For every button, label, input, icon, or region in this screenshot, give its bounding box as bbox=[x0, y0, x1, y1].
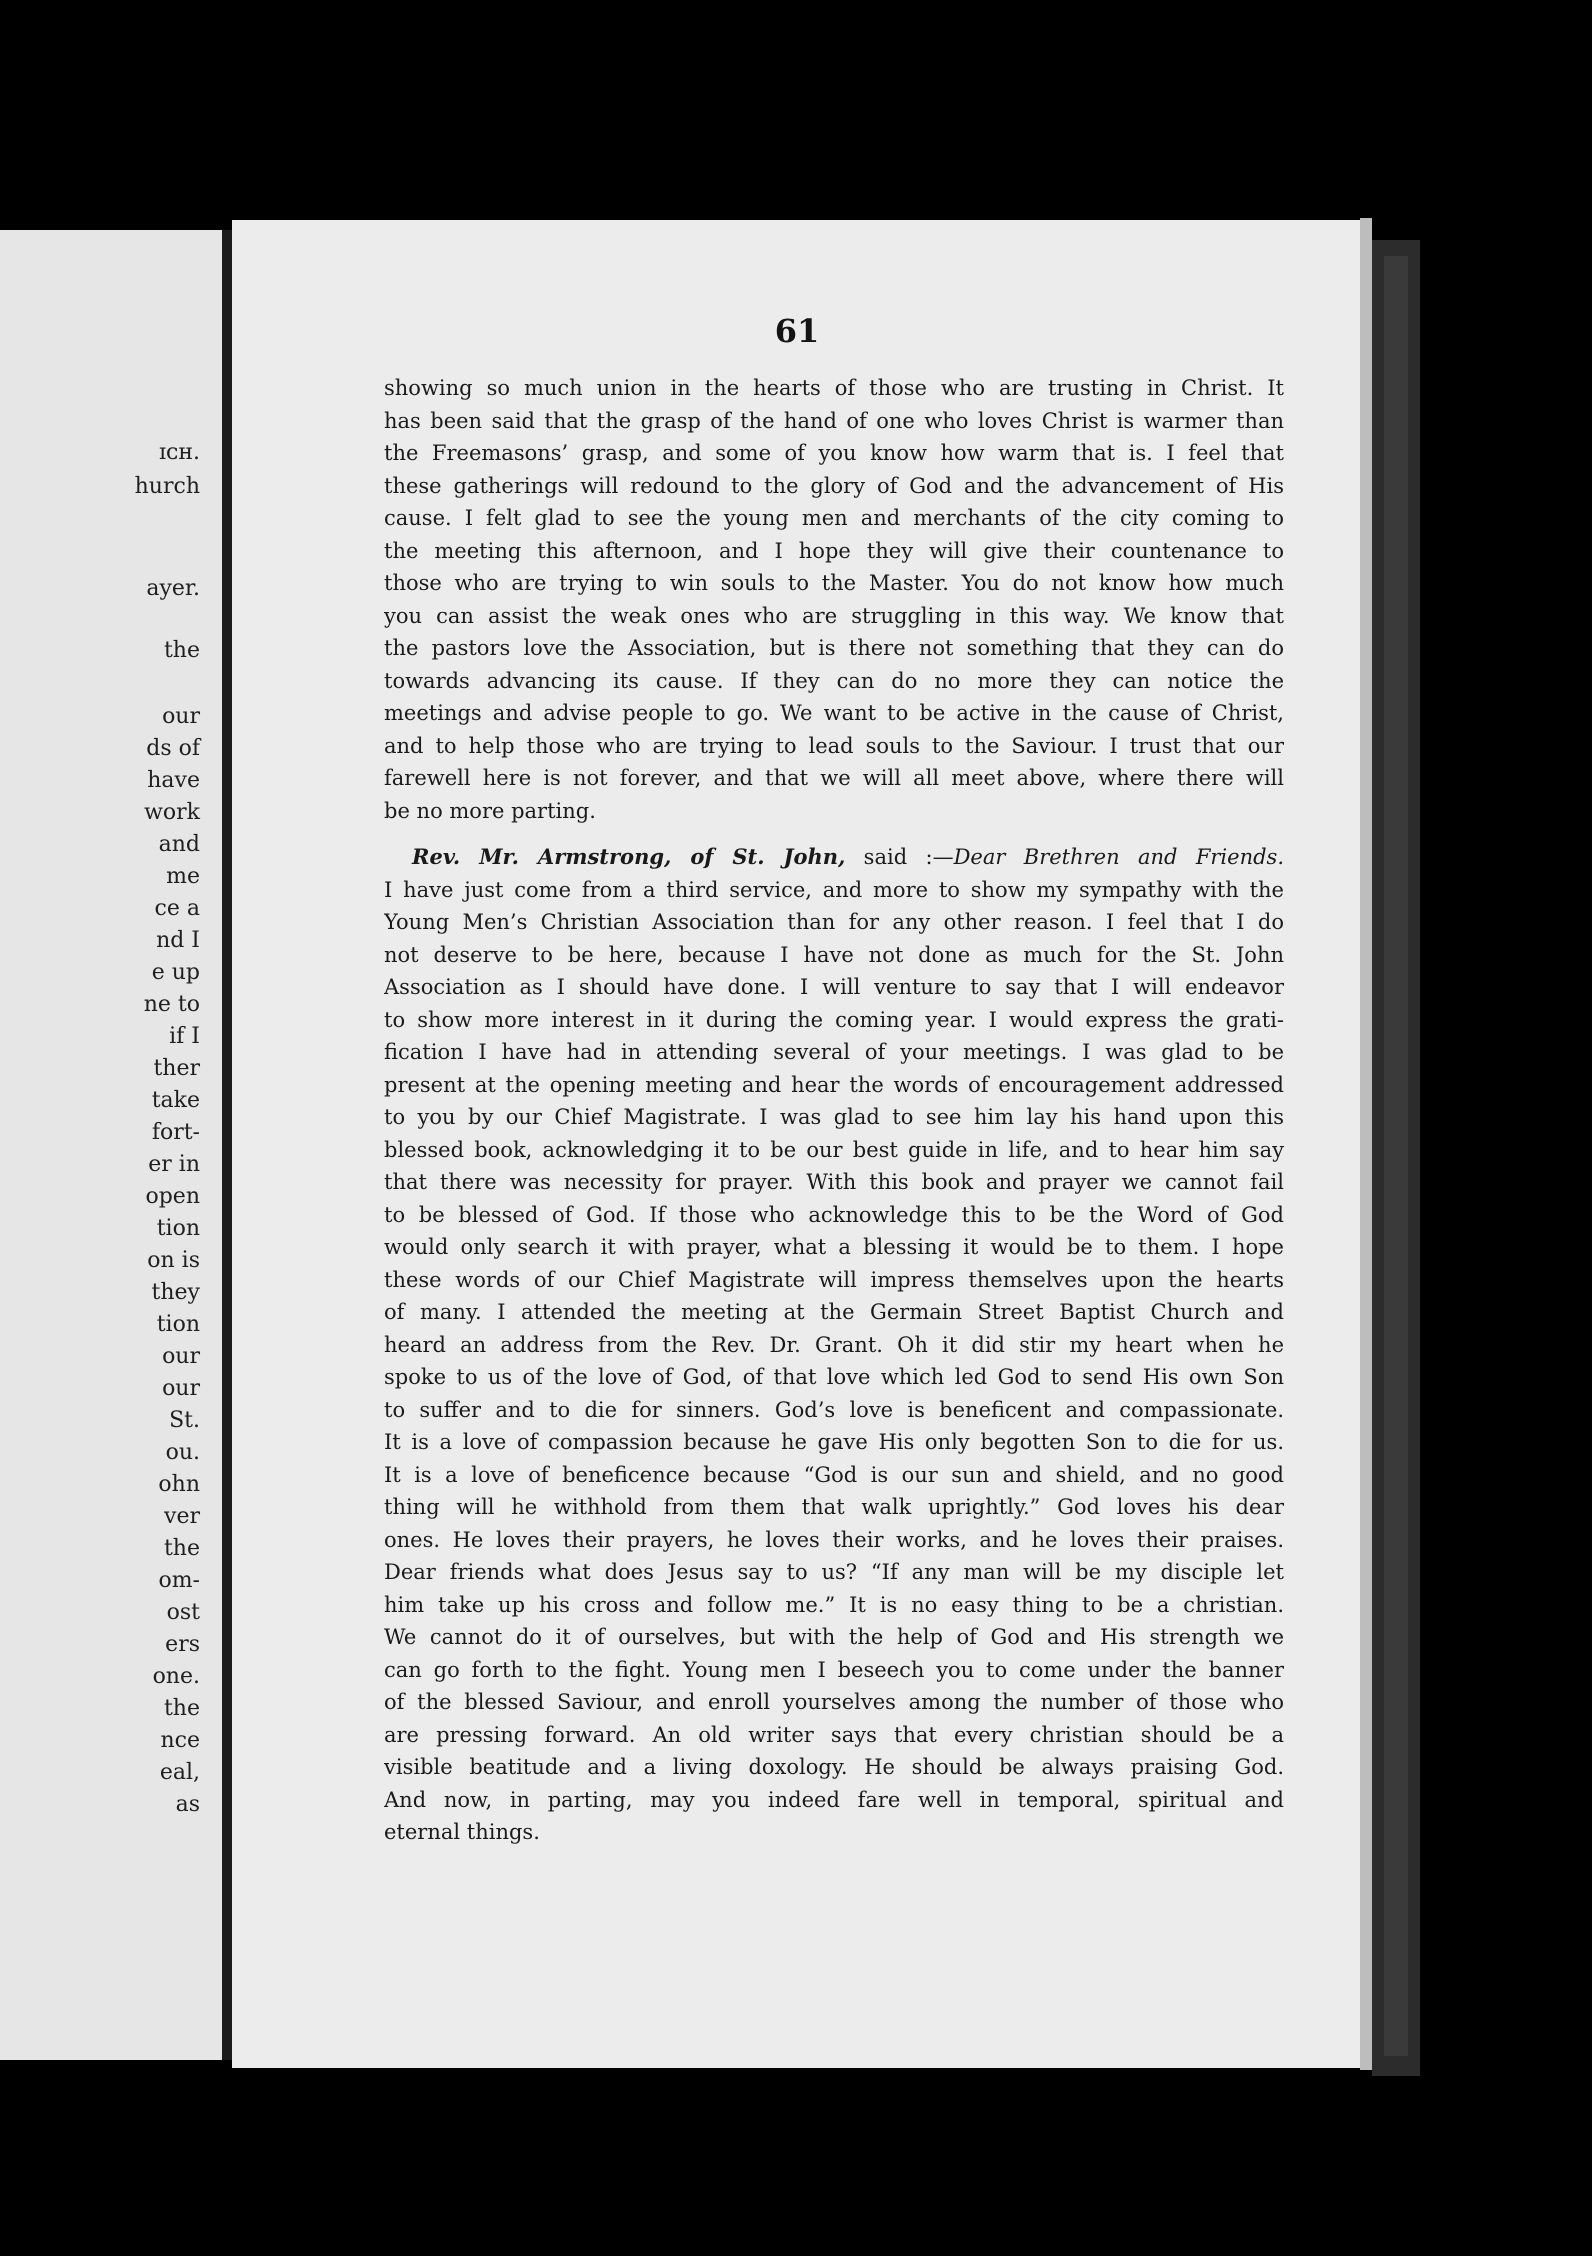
left-page-fragment: the bbox=[163, 1696, 200, 1721]
text-line: be no more parting. bbox=[384, 798, 596, 823]
left-page-fragment: our bbox=[162, 704, 200, 729]
left-page-fragment: ce a bbox=[154, 896, 200, 921]
text-line: blessed book, acknowledging it to be our best guide in life, and to hear him say bbox=[384, 1137, 1284, 1162]
text-line: the pastors love the Association, but is there not something that they can do bbox=[384, 636, 1284, 660]
left-page-fragment: St. bbox=[169, 1408, 200, 1433]
left-page-fragment: as bbox=[175, 1792, 200, 1817]
text-line: thing will he withhold from them that walk uprightly.” God loves his dear bbox=[384, 1495, 1284, 1519]
left-page-fragment: nce bbox=[160, 1728, 200, 1753]
text-line: to you by our Chief Magistrate. I was glad to see him lay his hand upon this bbox=[384, 1105, 1284, 1129]
text-line: fication I have had in attending several of your meetings. I was glad to be bbox=[384, 1040, 1284, 1064]
text-line: It is a love of compassion because he gave His only begotten Son to die for us. bbox=[384, 1430, 1284, 1454]
text-line: meetings and advise people to go. We want to be active in the cause of Christ, bbox=[384, 701, 1284, 725]
left-page-fragment: ne to bbox=[143, 992, 200, 1017]
left-page-fragment: eal, bbox=[159, 1760, 200, 1785]
text-line: the meeting this afternoon, and I hope they will give their countenance to bbox=[384, 538, 1284, 563]
page-edge bbox=[1360, 218, 1372, 2070]
left-page-fragment: one. bbox=[152, 1664, 200, 1689]
left-page-fragment: er in bbox=[148, 1152, 200, 1177]
left-page-fragment: tion bbox=[156, 1312, 200, 1337]
text-line: spoke to us of the love of God, of that love which led God to send His own Son bbox=[384, 1365, 1284, 1389]
text-line: that there was necessity for prayer. With this book and prayer we cannot fail bbox=[384, 1170, 1284, 1194]
left-page-fragment: ver bbox=[164, 1504, 200, 1529]
left-page-fragment: ers bbox=[165, 1632, 200, 1657]
text-line: can go forth to the fight. Young men I beseech you to come under the banner bbox=[384, 1657, 1284, 1682]
left-page-fragment: take bbox=[151, 1088, 200, 1113]
speaker-line bbox=[384, 841, 1284, 874]
left-page-fragment: ayer. bbox=[146, 576, 200, 601]
left-page-fragment: have bbox=[147, 768, 200, 793]
left-page-fragment: our bbox=[162, 1344, 200, 1369]
text-line: of many. I attended the meeting at the Germain Street Baptist Church and bbox=[384, 1300, 1284, 1324]
text-line: towards advancing its cause. If they can do no more they can notice the bbox=[384, 668, 1284, 693]
left-page-fragment: and bbox=[158, 832, 200, 857]
text-line: eternal things. bbox=[384, 1820, 540, 1844]
text-line: Young Men’s Christian Association than for any other reason. I feel that I do bbox=[384, 910, 1284, 934]
said-text: said :— bbox=[845, 845, 954, 869]
left-page-fragment: nd I bbox=[156, 928, 200, 953]
text-line: to be blessed of God. If those who acknowledge this to be the Word of God bbox=[384, 1202, 1284, 1227]
left-page-fragment: ost bbox=[166, 1600, 200, 1625]
text-line: him take up his cross and follow me.” It is no easy thing to be a christian. bbox=[384, 1592, 1284, 1617]
left-page-fragment: tion bbox=[156, 1216, 200, 1241]
text-line: of the blessed Saviour, and enroll yourselves among the number of those who bbox=[384, 1690, 1284, 1714]
left-page-fragment: ds of bbox=[146, 736, 200, 761]
left-page-fragment: work bbox=[144, 800, 200, 825]
left-page-fragment: open bbox=[145, 1184, 200, 1209]
text-line: Dear friends what does Jesus say to us? “If any man will be my disciple let bbox=[384, 1560, 1284, 1584]
text-line: We cannot do it of ourselves, but with the help of God and His strength we bbox=[384, 1625, 1284, 1649]
page-body bbox=[384, 372, 1284, 1849]
left-page-fragment: om- bbox=[158, 1568, 200, 1593]
text-line: farewell here is not forever, and that we will all meet above, where there will bbox=[384, 766, 1284, 790]
paragraph-2 bbox=[384, 841, 1284, 1849]
text-line: heard an address from the Rev. Dr. Grant. Oh it did stir my heart when he bbox=[384, 1332, 1284, 1357]
left-page-fragment: me bbox=[166, 864, 200, 889]
text-line: showing so much union in the hearts of those who are trusting in Christ. It bbox=[384, 376, 1284, 400]
book-cover-spine bbox=[1384, 256, 1408, 2056]
left-page-fragment: ou. bbox=[165, 1440, 200, 1465]
text-line: Association as I should have done. I will venture to say that I will endeavor bbox=[384, 975, 1284, 999]
left-page-fragment: our bbox=[162, 1376, 200, 1401]
speaker-name: Rev. Mr. Armstrong, of St. John, bbox=[412, 844, 846, 869]
text-line: visible beatitude and a living doxology. He should be always praising God. bbox=[384, 1755, 1284, 1779]
left-page-fragment: they bbox=[151, 1280, 200, 1305]
text-line: these words of our Chief Magistrate will impress themselves upon the hearts bbox=[384, 1267, 1284, 1292]
text-line: ones. He loves their prayers, he loves their works, and he loves their praises. bbox=[384, 1527, 1284, 1552]
text-line: to suffer and to die for sinners. God’s love is beneficent and compassionate. bbox=[384, 1397, 1284, 1422]
left-page-edge bbox=[0, 230, 222, 2060]
text-line: And now, in parting, may you indeed fare well in temporal, spiritual and bbox=[384, 1787, 1284, 1812]
right-page bbox=[232, 220, 1362, 2068]
text-line: you can assist the weak ones who are struggling in this way. We know that bbox=[384, 603, 1284, 628]
left-page-fragment: on is bbox=[147, 1248, 200, 1273]
left-page-fragment: ɪᴄʜ. bbox=[158, 440, 200, 465]
text-line: and to help those who are trying to lead souls to the Saviour. I trust that our bbox=[384, 733, 1284, 758]
left-page-fragment: e up bbox=[151, 960, 200, 985]
left-page-fragment: the bbox=[163, 638, 200, 663]
text-line: not deserve to be here, because I have not done as much for the St. John bbox=[384, 942, 1284, 967]
text-line: are pressing forward. An old writer says that every christian should be a bbox=[384, 1722, 1284, 1747]
text-line: present at the opening meeting and hear the words of encouragement addressed bbox=[384, 1072, 1284, 1097]
text-line: It is a love of beneficence because “God is our sun and shield, and no good bbox=[384, 1462, 1284, 1487]
text-line: those who are trying to win souls to the Master. You do not know how much bbox=[384, 571, 1284, 595]
left-page-fragment: if I bbox=[169, 1024, 200, 1049]
text-line: these gatherings will redound to the glory of God and the advancement of His bbox=[384, 473, 1284, 498]
text-line: the Freemasons’ grasp, and some of you know how warm that is. I feel that bbox=[384, 441, 1284, 465]
text-line: has been said that the grasp of the hand of one who loves Christ is warmer than bbox=[384, 408, 1284, 433]
text-line: to show more interest in it during the coming year. I would express the grati- bbox=[384, 1007, 1284, 1032]
left-page-fragment: the bbox=[163, 1536, 200, 1561]
salutation: Dear Brethren and Friends. bbox=[953, 845, 1284, 869]
left-page-fragment: ther bbox=[153, 1056, 200, 1081]
text-line: cause. I felt glad to see the young men and merchants of the city coming to bbox=[384, 506, 1284, 530]
text-line: I have just come from a third service, and more to show my sympathy with the bbox=[384, 877, 1284, 902]
page-number: 61 bbox=[774, 312, 820, 350]
paragraph-1 bbox=[384, 372, 1284, 827]
left-page-fragment: hurch bbox=[134, 474, 200, 499]
left-page-fragment: fort- bbox=[151, 1120, 200, 1145]
text-line: would only search it with prayer, what a blessing it would be to them. I hope bbox=[384, 1235, 1284, 1259]
left-page-fragment: ohn bbox=[158, 1472, 200, 1497]
